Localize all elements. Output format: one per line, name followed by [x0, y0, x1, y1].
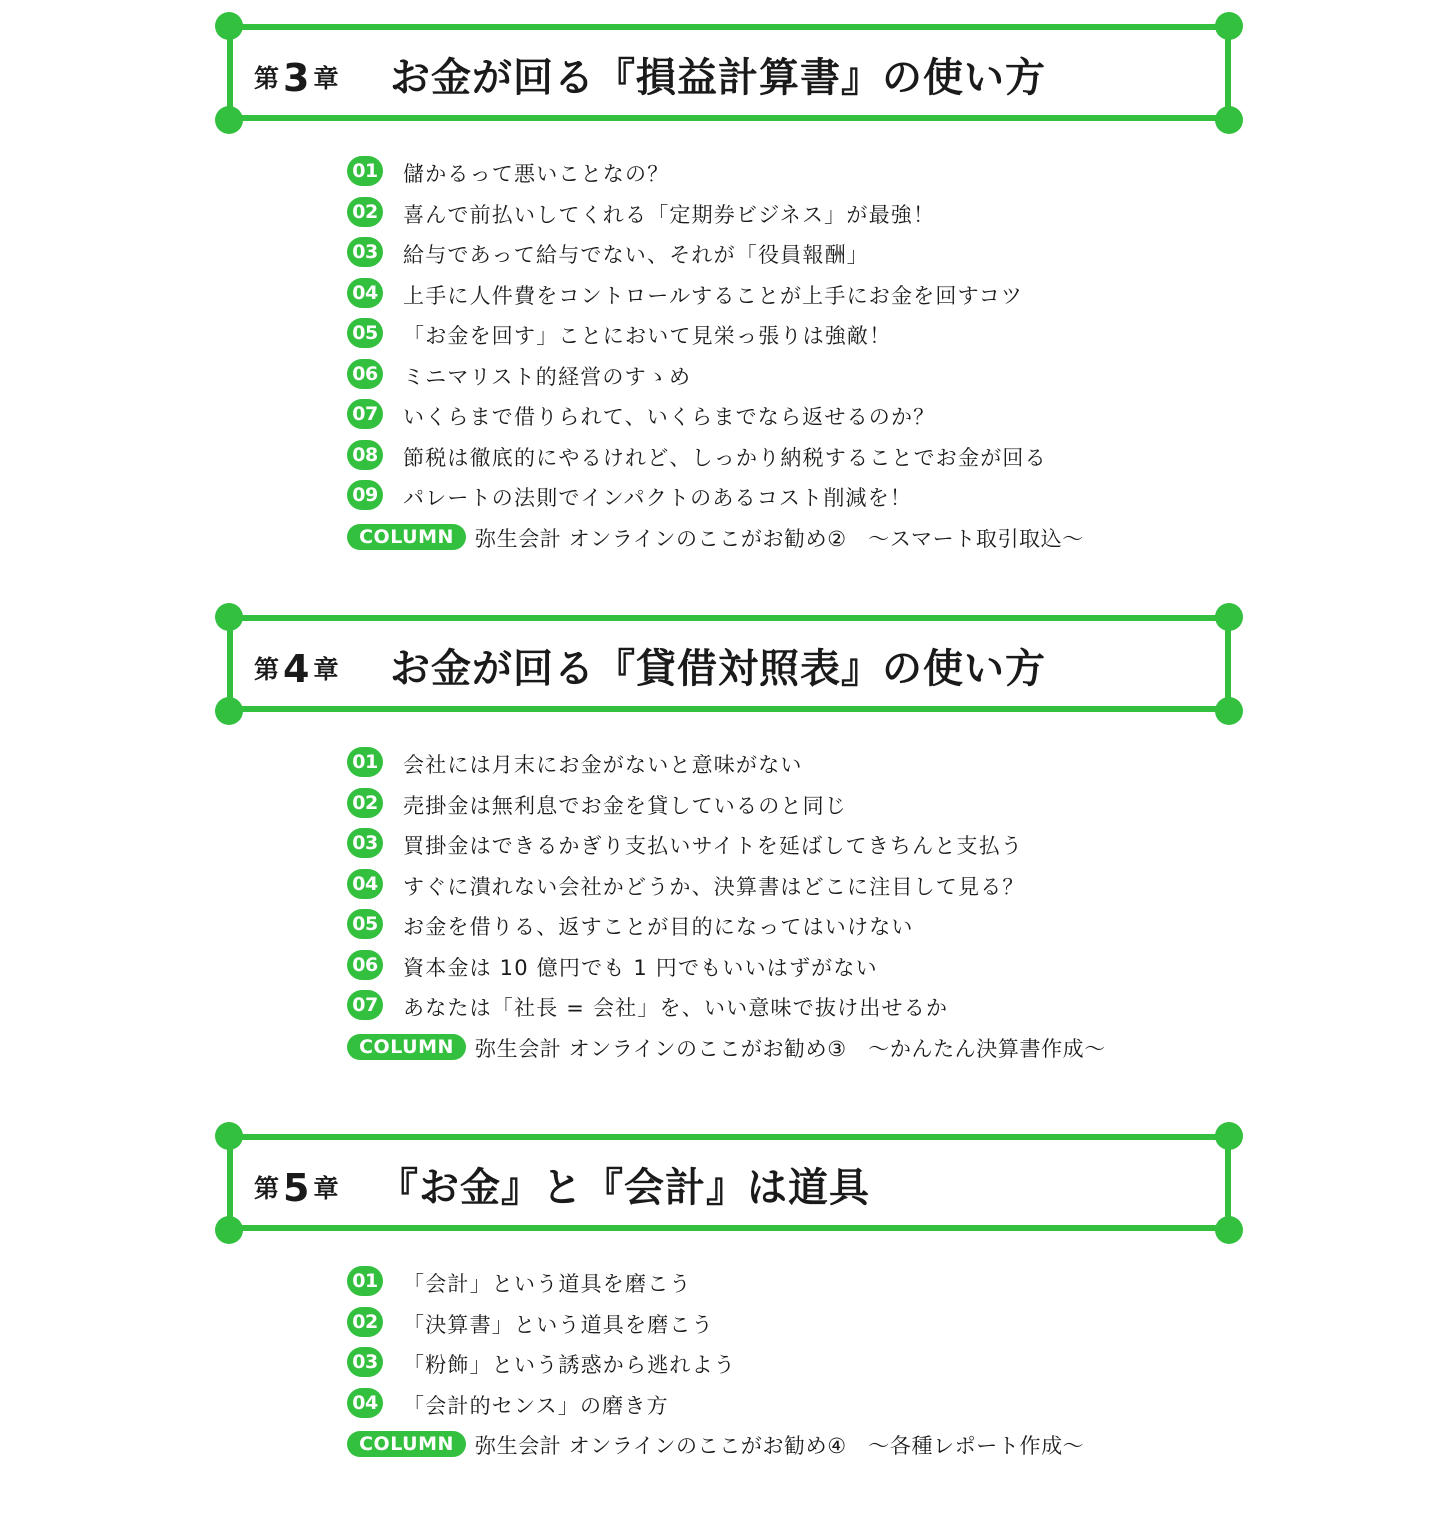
column-badge: COLUMN [347, 524, 466, 550]
frame-bottom-line [229, 1225, 1229, 1231]
corner-dot-icon [1215, 1122, 1243, 1150]
chapter-label-suffix: 章 [313, 1174, 339, 1203]
chapter-label [254, 1166, 338, 1210]
item-title: あなたは「社長 = 会社」を、いい意味で抜け出せるか [403, 996, 949, 1020]
item-title: ミニマリスト的経営のすゝめ [403, 364, 692, 389]
item-number-badge: 04 [347, 869, 383, 899]
item-number-badge: 02 [347, 1307, 383, 1337]
item-title: パレートの法則でインパクトのあるコスト削減を！ [403, 486, 913, 510]
item-title: 儲かるって悪いことなの？ [403, 162, 670, 186]
item-title: 「粉飾」という誘惑から逃れよう [403, 1353, 736, 1377]
item-title: 喜んで前払いしてくれる「定期券ビジネス」が最強！ [403, 202, 936, 227]
column-title: 弥生会計 オンラインのここがお勧め④ ～各種レポート作成～ [475, 1434, 1085, 1458]
item-title: 「会計的センス」の磨き方 [403, 1393, 669, 1418]
item-number-badge: 08 [347, 440, 383, 470]
chapter-label-prefix: 第 [254, 1174, 280, 1203]
item-number-badge: 09 [347, 480, 383, 510]
chapter-number: 4 [283, 647, 310, 691]
item-title: 給与であって給与でない、それが「役員報酬」 [403, 243, 869, 267]
corner-dot-icon [215, 603, 243, 631]
column-title: 弥生会計 オンラインのここがお勧め③ ～かんたん決算書作成～ [475, 1036, 1106, 1061]
item-title: 「会計」という道具を磨こう [403, 1272, 692, 1296]
frame-top-line [229, 1134, 1229, 1140]
frame-bottom-line [229, 115, 1229, 121]
item-title: いくらまで借りられて、いくらまでなら返せるのか？ [403, 405, 936, 429]
chapter-label [254, 56, 338, 100]
corner-dot-icon [215, 12, 243, 40]
item-number-badge: 06 [347, 359, 383, 389]
item-title: すぐに潰れない会社かどうか、決算書はどこに注目して見る？ [403, 874, 1025, 899]
chapter-label [254, 647, 338, 691]
chapter-label-suffix: 章 [313, 64, 339, 93]
column-badge: COLUMN [347, 1034, 466, 1060]
corner-dot-icon [215, 1216, 243, 1244]
item-title: 上手に人件費をコントロールすることが上手にお金を回すコツ [403, 283, 1024, 308]
item-number-badge: 05 [347, 909, 383, 939]
corner-dot-icon [1215, 12, 1243, 40]
item-title: 買掛金はできるかぎり支払いサイトを延ばしてきちんと支払う [403, 834, 1024, 858]
item-number-badge: 04 [347, 1388, 383, 1418]
item-number-badge: 03 [347, 1347, 383, 1377]
corner-dot-icon [215, 1122, 243, 1150]
chapter-title: お金が回る『損益計算書』の使い方 [390, 55, 1046, 101]
item-number-badge: 01 [347, 747, 383, 777]
corner-dot-icon [215, 106, 243, 134]
item-number-badge: 05 [347, 318, 383, 348]
item-number-badge: 01 [347, 156, 383, 186]
item-number-badge: 04 [347, 278, 383, 308]
item-number-badge: 02 [347, 788, 383, 818]
column-title: 弥生会計 オンラインのここがお勧め② ～スマート取引取込～ [475, 526, 1084, 551]
item-number-badge: 03 [347, 237, 383, 267]
item-number-badge: 06 [347, 950, 383, 980]
item-title: 「お金を回す」ことにおいて見栄っ張りは強敵！ [403, 324, 892, 348]
item-number-badge: 02 [347, 197, 383, 227]
corner-dot-icon [1215, 697, 1243, 725]
corner-dot-icon [1215, 106, 1243, 134]
frame-top-line [229, 615, 1229, 621]
corner-dot-icon [1215, 603, 1243, 631]
frame-bottom-line [229, 706, 1229, 712]
corner-dot-icon [1215, 1216, 1243, 1244]
chapter-label-suffix: 章 [313, 655, 339, 684]
chapter-number: 5 [283, 1166, 310, 1210]
column-badge: COLUMN [347, 1431, 466, 1457]
frame-top-line [229, 24, 1229, 30]
item-title: お金を借りる、返すことが目的になってはいけない [403, 915, 914, 939]
chapter-title: 『お金』と『会計』は道具 [378, 1165, 870, 1211]
item-title: 会社には月末にお金がないと意味がない [403, 753, 803, 777]
chapter-label-prefix: 第 [254, 64, 280, 93]
item-number-badge: 03 [347, 828, 383, 858]
item-title: 資本金は 10 億円でも 1 円でもいいはずがない [403, 955, 878, 980]
item-number-badge: 07 [347, 399, 383, 429]
chapter-number: 3 [283, 56, 310, 100]
chapter-title: お金が回る『貸借対照表』の使い方 [390, 646, 1046, 692]
item-title: 「決算書」という道具を磨こう [403, 1312, 714, 1337]
corner-dot-icon [215, 697, 243, 725]
item-number-badge: 01 [347, 1266, 383, 1296]
item-number-badge: 07 [347, 990, 383, 1020]
item-title: 売掛金は無利息でお金を貸しているのと同じ [403, 793, 847, 818]
item-title: 節税は徹底的にやるけれど、しっかり納税することでお金が回る [403, 445, 1047, 470]
chapter-label-prefix: 第 [254, 655, 280, 684]
